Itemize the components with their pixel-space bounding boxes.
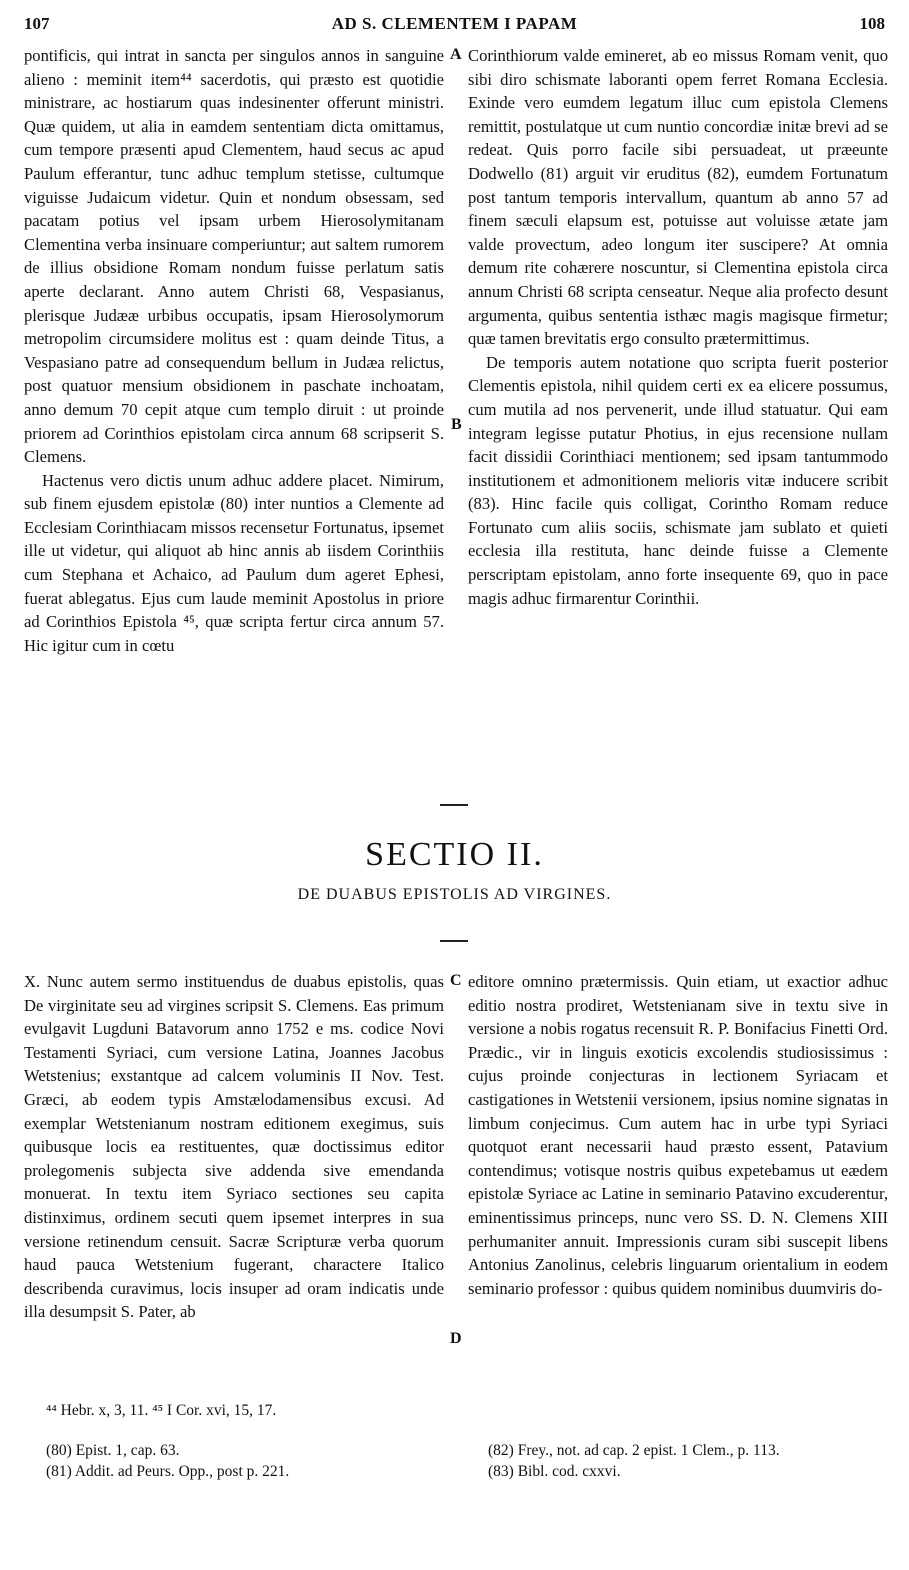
paragraph-text: De temporis autem notatione quo scripta fuerit posterior Clementis epistola, nihil quidem certi ex ea elicere possumus, cum mutila ad nos pervenerit, unde illud statuatur. Qui eam integram legisse putatur Photius, in ejus recensione nullam facit dissidii Corinthiaci mentionem; sed ipsam tantummodo institutionem et admonitionem melioris vitæ inducere scribit (83). Hinc facile quis colligat, Corintho Romam reduce Fortunato cum aliis sociis, schismate jam sublato et quieti ecclesia illa restituta, hanc deinde fuisse a Clemente perscriptam epistolam, anno forte insequente 69, quo in pace magis adhuc firmarentur Corinthii. xyxy=(468,352,888,608)
paragraph-text: editore omnino prætermissis. Quin etiam, ut exactior adhuc editio nostra prodiret, Wetstenianam sive in textu sive in versione a nobis rogatus recensuit R. P. Bonifacius Finetti Ord. Prædic., vir in linguis exoticis excolendis studiosissimus : cujus proinde conjecturas in lectionem Syriacam et castigationes in Wetstenii versionem, ipsius nomine signatas in limbum conjecimus. Cum autem hac in urbe typi Syriaci quotquot erant necessarii haud præsto essent, Patavium contendimus; votisque nostris quibus expetebamus ut eædem epistolæ Syriace ac Latine in seminario Patavino excuderentur, eminentissimus princeps, nunc vero SS. D. N. Clemens XIII perhumaniter annuit. Impressionis curam sibi suscepit libens Antonius Zanolinus, celebris linguarum orientalium in eodem seminario professor : quibus quidem nominibus duumviris do- xyxy=(468,972,888,1298)
running-header xyxy=(24,14,885,40)
footnote-83: (83) Bibl. cod. cxxvi. xyxy=(488,1463,621,1480)
paragraph-text: pontificis, qui intrat in sancta per singulos annos in sanguine alieno : meminit item⁴⁴ sacerdotis, qui præsto est quotidie ministrare, ac hostiarum quas indesinenter offerunt ministri. Quæ quidem, ut alia in eamdem sententiam dicta omittamus, cum tempore præsenti apud Clementem, haud secus ac apud Paulum efferantur, tunc adhuc templum stetisse, cultumque viguisse Judaicum videtur. Quin et nondum obsessam, sed pacatam potius vel ipsam urbem Hierosolymitanam Clementina verba insinuare comperiuntur; aut saltem rumorem de illius obsidione Romam nondum fuisse perlatum satis aperte declarant. Anno autem Christi 68, Vespasianus, plerisque Judææ urbibus occupatis, ipsam Hierosolymorum metropolim circumsidere molitus est : quam deinde Titus, a Vespasiano patre ad consequendum bellum in Judæa relictus, post quatuor mensium obsidionem in paschate inchoatam, anno demum 70 cepit atque cum templo diruit : ut proinde priorem ad Corinthios epistolam circa annum 68 scripserit S. Clemens. xyxy=(24,46,444,467)
column-right-top xyxy=(468,44,888,610)
divider-rule xyxy=(440,940,468,942)
running-title: AD S. CLEMENTEM I PAPAM xyxy=(331,14,578,33)
margin-mark-d: D xyxy=(450,1330,462,1347)
column-left-bottom xyxy=(24,970,444,1324)
scripture-footnotes: ⁴⁴ Hebr. x, 3, 11. ⁴⁵ I Cor. xvi, 15, 17. xyxy=(46,1402,277,1419)
page-number-left: 107 xyxy=(24,14,50,33)
footnotes-left xyxy=(46,1440,289,1482)
divider-rule xyxy=(440,804,468,806)
section-subtitle: DE DUABUS EPISTOLIS AD VIRGINES. xyxy=(297,886,612,903)
margin-mark-c: C xyxy=(450,972,462,989)
paragraph-text: Corinthiorum valde emineret, ab eo missus Romam venit, quo sibi diro schismate laboranti opem ferret Romana Ecclesia. Exinde vero eumdem legatum illuc cum epistola Clemens remittit, postulatque ut cum nuntio concordiæ initæ brevi ad se redeat. Quis porro facile sibi persuadeat, ut præeunte Dodwello (81) arguit vir eruditus (82), eumdem Fortunatum post tantum temporis intervallum, quantum ab anno 57 ad finem sæculi elapsum est, potuisse aut voluisse ætate jam valde provectum, adeo longum iter suscipere? At omnia demum rite cohærere noscuntur, si Clementina epistola circa annum Christi 68 scripta censeatur. Neque alia profecto desunt argumenta, quibus sententia isthæc magis magisque firmetur; quæ tamen brevitatis ergo consulto prætermittimus. xyxy=(468,46,888,349)
paragraph-text: X. Nunc autem sermo instituendus de duabus epistolis, quas De virginitate seu ad virgines scripsit S. Clemens. Eas primum evulgavit Lugduni Batavorum anno 1752 e ms. codice Novi Testamenti Syriaci, cum versione Latina, Joannes Jacobus Wetstenius; exstantque ad calcem voluminis II Nov. Test. Græci, ab eodem typis Amstælodamensibus excusi. Ad exemplar Wetstenianum nostram editionem exegimus, suis quibusque locis ea restituentes, quæ doctissimus editor prolegomenis subjecta sive addenda sive emendanda monuerat. In textu item Syriaco sectiones seu capita distinximus, ordinem secuti quem ipsemet interpres in sua versione retinendum censuit. Sacræ Scripturæ verba quorum haud pauca Wetstenium fugerant, charactere Italico describenda curavimus, locis insuper ad oram indicatis unde illa desumpsit S. Pater, ab xyxy=(24,972,444,1322)
footnote-80: (80) Epist. 1, cap. 63. xyxy=(46,1442,180,1459)
column-left-top xyxy=(24,44,444,657)
section-title: SECTIO II. xyxy=(365,836,544,873)
footnote-81: (81) Addit. ad Peurs. Opp., post p. 221. xyxy=(46,1463,290,1480)
footnote-82: (82) Frey., not. ad cap. 2 epist. 1 Clem., p. 113. xyxy=(488,1442,780,1459)
margin-mark-a: A xyxy=(450,46,462,63)
paragraph-text: Hactenus vero dictis unum adhuc addere placet. Nimirum, sub finem ejusdem epistolæ (80) inter nuntios a Clemente ad Ecclesiam Corinthiacam missos recensetur Fortunatus, ipsemet ille ut videtur, qui aliquot ab hinc annis ab iisdem Corinthiis cum Stephana et Achaico, ad Paulum dum ageret Ephesi, fuerat ablegatus. Ejus cum laude meminit Apostolus in priore ad Corinthios Epistola ⁴⁵, quæ scripta fertur circa annum 57. Hic igitur cum in cœtu xyxy=(24,470,444,655)
page-number-right: 108 xyxy=(859,14,885,33)
column-right-bottom xyxy=(468,970,888,1300)
footnotes-right xyxy=(488,1440,780,1482)
margin-mark-b: B xyxy=(451,416,462,433)
